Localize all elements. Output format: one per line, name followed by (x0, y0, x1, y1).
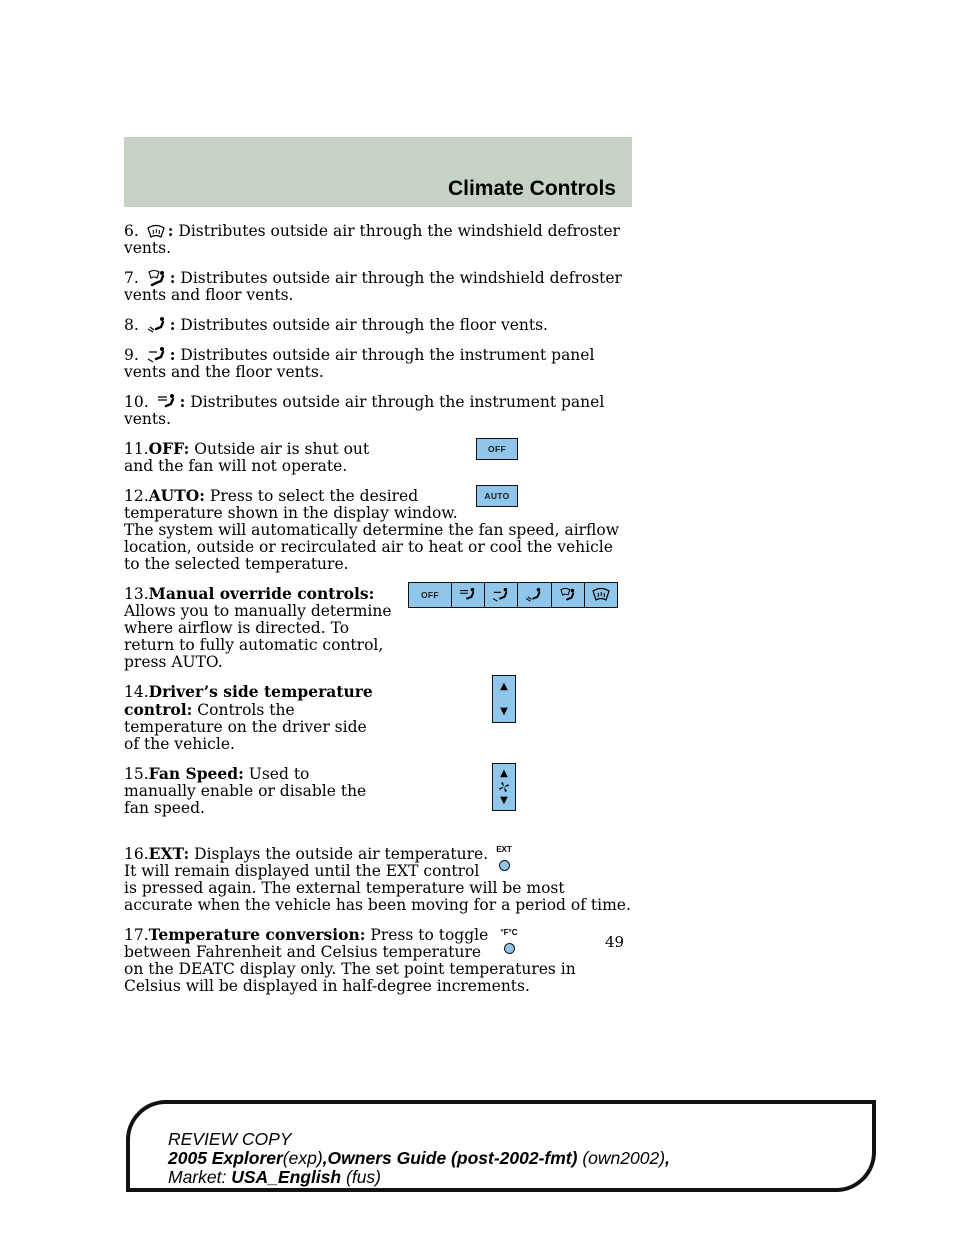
temp-conversion-control: °F°C (494, 924, 524, 954)
item-8: 8. : Distributes outside air through the floor vents. (124, 315, 548, 334)
temperature-rocker (492, 675, 516, 723)
bar-floor-icon (518, 583, 551, 607)
fan-icon (499, 782, 509, 792)
item-14: ▲ ▼ 14.Driver’s side temperature control: Controls the temperature on the driver side of the vehicle. (124, 683, 632, 753)
item-13: OFF 13.Manual override controls: Allows you to manually determine where airflow is directed. To return to fully automatic control, press AUTO. (124, 585, 632, 671)
item-12: AUTO 12.AUTO: Press to select the desired temperature shown in the display window. The system will automatically determine the fan speed, airflow location, outside or recirculated air to heat or cool the vehicle to the selected temperature. (124, 486, 619, 573)
item-9: 9. : Distributes outside air through the instrument panel vents and the floor vents. (124, 345, 595, 381)
down-arrow-icon: ▼ (500, 706, 508, 717)
up-arrow-icon: ▲ (500, 681, 508, 692)
off-button: OFF (476, 438, 518, 460)
panel-vent-icon (156, 393, 178, 411)
defrost-floor-icon (146, 269, 168, 287)
bar-defrost-floor-icon (552, 583, 585, 607)
item-10: 10. : Distributes outside air through the instrument panel vents. (124, 392, 605, 428)
bar-panel-vent-icon (452, 583, 485, 607)
item-7: 7. : Distributes outside air through the windshield defroster vents and floor vents. (124, 268, 622, 304)
content (124, 222, 632, 1007)
floor-vent-icon (146, 316, 168, 334)
review-copy-footer: REVIEW COPY 2005 Explorer(exp),Owners Guide (post-2002-fmt) (own2002), Market: USA_English (fus) (126, 1100, 876, 1192)
item-17: °F°C 17.Temperature conversion: Press to toggle between Fahrenheit and Celsius temperature on the DEATC display only. The set point temperatures in Celsius will be displayed in half-degree increments. (124, 925, 576, 995)
ext-button (499, 860, 510, 871)
panel-floor-vent-icon (146, 346, 168, 364)
bar-defrost-icon (585, 583, 617, 607)
item-15: ▲ ▼ 15.Fan Speed: Used to manually enable or disable the fan speed. (124, 765, 632, 817)
auto-button: AUTO (476, 485, 518, 507)
up-arrow-icon: ▲ (500, 768, 508, 779)
bar-off-button: OFF (409, 583, 452, 607)
item-16: EXT 16.EXT: Displays the outside air temperature. It will remain displayed until the EXT control is pressed again. The external temperature will be most accurate when the vehicle has been moving for a period of time. (124, 845, 632, 914)
defrost-icon (146, 224, 166, 240)
item-6: 6. : Distributes outside air through the windshield defroster vents. (124, 221, 620, 257)
temp-conversion-button (504, 943, 515, 954)
manual-override-bar (408, 582, 618, 608)
down-arrow-icon: ▼ (500, 795, 508, 806)
bar-panel-floor-icon (485, 583, 518, 607)
fan-speed-rocker (492, 763, 516, 811)
section-header (124, 137, 632, 207)
item-11: OFF 11.OFF: Outside air is shut out and the fan will not operate. (124, 440, 632, 475)
section-title: Climate Controls (447, 177, 616, 200)
ext-control: EXT (489, 841, 519, 871)
page-number: 49 (605, 933, 625, 951)
